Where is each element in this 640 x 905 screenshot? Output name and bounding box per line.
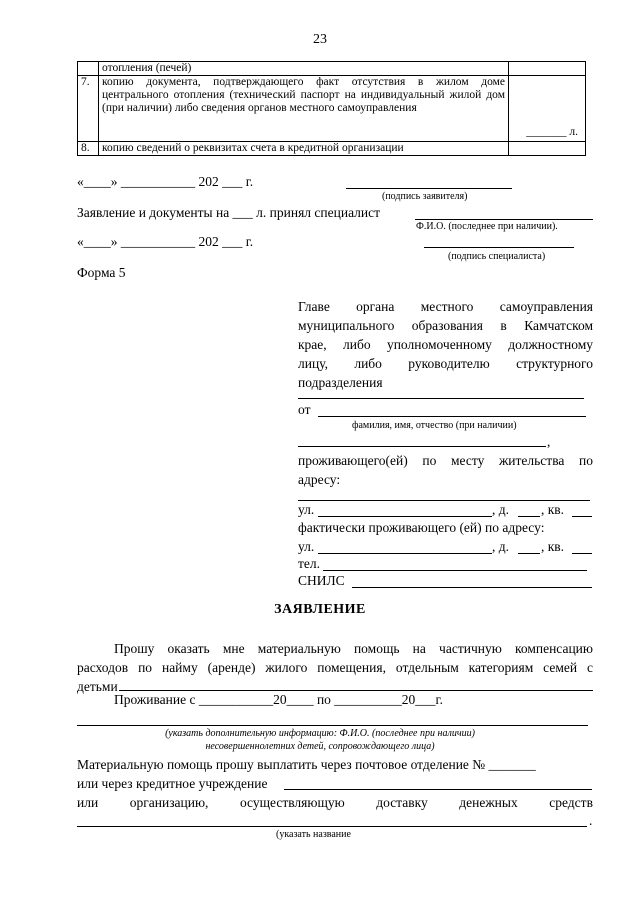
street-label: ул.	[298, 539, 315, 554]
organization-caption: (указать название	[276, 829, 351, 840]
table-cell-number: 7.	[78, 76, 99, 142]
request-paragraph	[77, 639, 593, 696]
table-cell-text: копию документа, подтверждающего факт отсутствия в жилом доме центрального отопления (технический паспорт на индивидуальный жилой дом (при наличии) либо сведения органов местного самоуправления	[99, 76, 509, 142]
specialist-signature-line	[424, 247, 574, 248]
apartment-label: , кв.	[541, 502, 565, 517]
payment-line: или организацию, осуществляющую доставку денежных средств	[77, 795, 593, 810]
applicant-signature-caption: (подпись заявителя)	[382, 191, 468, 202]
house-line	[518, 516, 540, 517]
paragraph-line: расходов по найму (аренде) жилого помещения, отдельным категориям семей с	[77, 660, 593, 675]
table-cell-text: копию сведений о реквизитах счета в кредитной организации	[99, 142, 509, 156]
street-line	[318, 516, 492, 517]
apartment-line	[572, 516, 592, 517]
paragraph-line: Прошу оказать мне материальную помощь на частичную компенсацию	[114, 641, 593, 656]
table-cell-number: 8.	[78, 142, 99, 156]
snils-line	[352, 587, 592, 588]
residence-line: проживающего(ей) по месту жительства по	[298, 453, 593, 468]
paragraph-line: детьми	[77, 679, 118, 694]
specialist-date: «____» ___________ 202 ___ г.	[77, 234, 254, 249]
period-dot: .	[589, 813, 593, 828]
specialist-signature-caption: (подпись специалиста)	[448, 251, 546, 262]
apartment-label: , кв.	[541, 539, 565, 554]
name-continuation-line	[298, 446, 546, 447]
table-cell-value: _______ л.	[526, 126, 578, 138]
apartment-line	[572, 553, 592, 554]
table-cell-text: отопления (печей)	[99, 62, 509, 76]
addressee-line: муниципального образования в Камчатском	[298, 318, 593, 333]
table-row	[78, 62, 586, 76]
payment-line: или через кредитное учреждение	[77, 776, 268, 791]
additional-info-hint: (указать дополнительную информацию: Ф.И.О. (последнее при наличии)	[165, 728, 475, 739]
addressee-line: крае, либо уполномоченному должностному	[298, 337, 593, 352]
addressee-blank-line	[298, 398, 584, 399]
bank-line	[284, 789, 592, 790]
additional-info-line	[77, 725, 588, 726]
street-label: ул.	[298, 502, 315, 517]
payment-line: Материальную помощь прошу выплатить через почтовое отделение № _______	[77, 757, 536, 772]
snils-label: СНИЛС	[298, 573, 345, 588]
form-label: Форма 5	[77, 265, 126, 280]
street-line	[318, 553, 492, 554]
documents-table	[77, 61, 586, 156]
residence-block	[298, 451, 593, 489]
accepted-by-text: Заявление и документы на ___ л. принял специалист	[77, 205, 381, 220]
house-label: , д.	[492, 502, 509, 517]
organization-line	[77, 826, 587, 827]
residence-period: Проживание с ___________20____ по __________20___г.	[114, 692, 443, 707]
comma: ,	[547, 434, 551, 449]
children-line	[119, 690, 593, 691]
table-row	[78, 142, 586, 156]
document-title: ЗАЯВЛЕНИЕ	[274, 602, 366, 617]
house-line	[518, 553, 540, 554]
phone-line	[323, 570, 587, 571]
page-number: 23	[313, 32, 327, 47]
from-name-line	[318, 416, 586, 417]
house-label: , д.	[492, 539, 509, 554]
applicant-signature-line	[346, 188, 512, 189]
residence-line: адресу:	[298, 472, 341, 487]
address-line	[298, 500, 590, 501]
addressee-line: лицу, либо руководителю структурного	[298, 356, 593, 371]
actual-address-label: фактически проживающего (ей) по адресу:	[298, 520, 545, 535]
specialist-name-caption: Ф.И.О. (последнее при наличии).	[416, 221, 558, 232]
phone-label: тел.	[298, 556, 321, 571]
additional-info-hint: несовершеннолетних детей, сопровождающего лица)	[205, 741, 435, 752]
table-row	[78, 76, 586, 142]
from-name-caption: фамилия, имя, отчество (при наличии)	[352, 420, 517, 431]
addressee-block	[298, 297, 593, 392]
specialist-name-line	[415, 219, 593, 220]
from-label: от	[298, 402, 311, 417]
addressee-line: Главе органа местного самоуправления	[298, 299, 593, 314]
addressee-line: подразделения	[298, 375, 383, 390]
applicant-date: «____» ___________ 202 ___ г.	[77, 174, 254, 189]
